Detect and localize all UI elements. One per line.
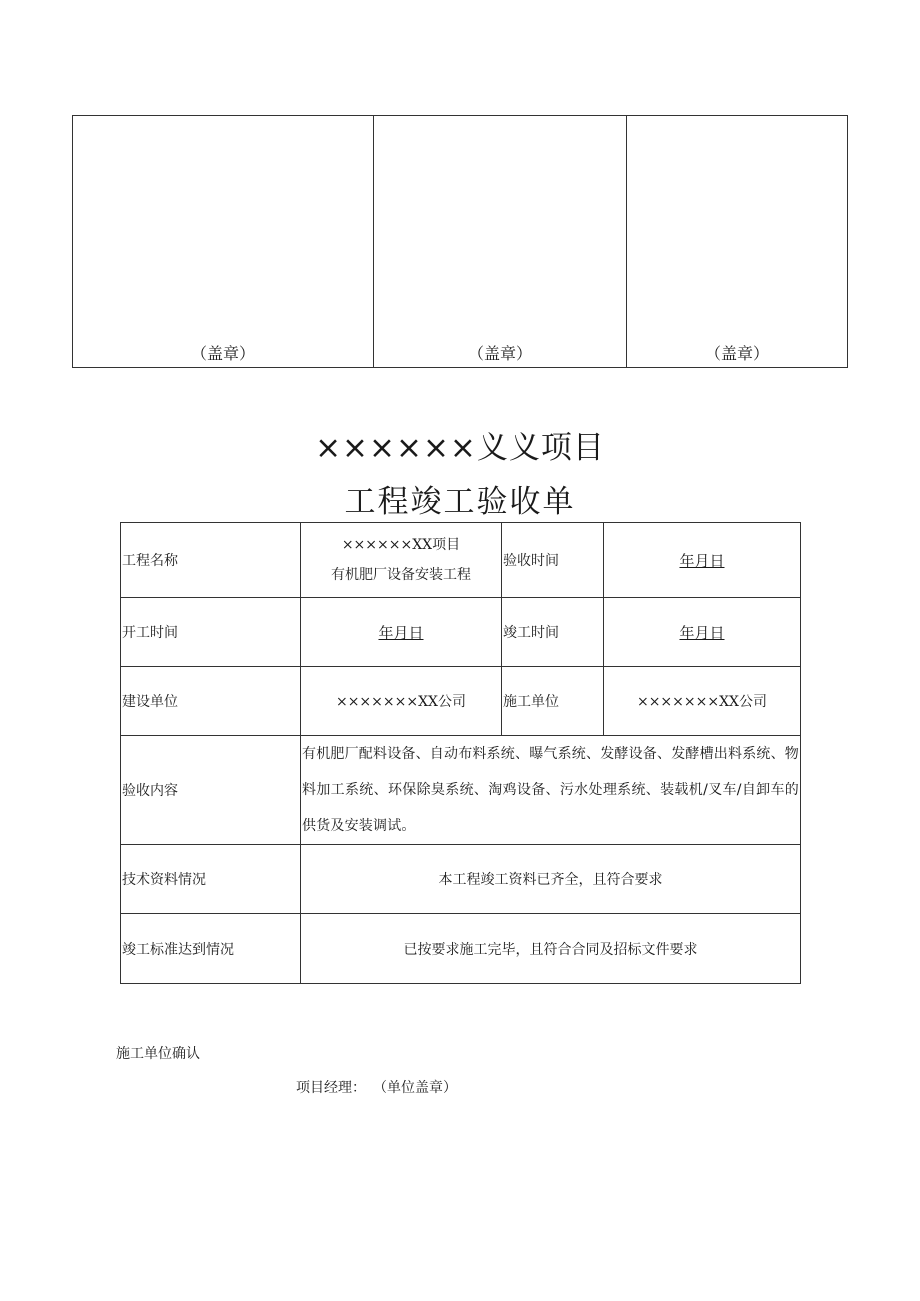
row-standard: [121, 914, 801, 984]
row-content: [121, 736, 801, 845]
tech-docs-label: 技术资料情况: [121, 845, 301, 914]
completion-time-value: 年月日: [679, 623, 725, 642]
project-name-cell: [301, 523, 502, 598]
row-tech-docs: [121, 845, 801, 914]
completion-time-cell: [604, 598, 801, 667]
acceptance-time-label: 验收时间: [502, 523, 604, 598]
seal-cell-3: （盖章）: [627, 116, 848, 368]
project-name-line1: ××××××XX项目: [341, 537, 461, 553]
standard-value: 已按要求施工完毕，且符合合同及招标文件要求: [301, 914, 801, 984]
document-title-form: 工程竣工验收单: [344, 484, 576, 520]
project-manager-label: 项目经理：: [296, 1080, 366, 1096]
start-time-value: 年月日: [378, 623, 424, 642]
completion-time-label: 竣工时间: [502, 598, 604, 667]
manager-signature-line: [296, 1077, 457, 1097]
document-title-project: ××××××义义项目: [315, 430, 605, 466]
row-units: [121, 667, 801, 736]
acceptance-form-table: [120, 522, 801, 984]
standard-label: 竣工标准达到情况: [121, 914, 301, 984]
row-start-time: [121, 598, 801, 667]
content-label: 验收内容: [121, 736, 301, 845]
project-name-label: 工程名称: [121, 523, 301, 598]
contractor-confirm-label: 施工单位确认: [116, 1046, 200, 1062]
contractor-label: 施工单位: [502, 667, 604, 736]
content-value: 有机肥厂配料设备、自动布料系统、曝气系统、发酵设备、发酵槽出料系统、物料加工系统、环保除臭系统、淘鸡设备、污水处理系统、装载机/叉车/自卸车的供货及安装调试。: [301, 736, 801, 845]
seal-table: [72, 115, 848, 368]
seal-cell-1: （盖章）: [73, 116, 374, 368]
start-time-label: 开工时间: [121, 598, 301, 667]
seal-cell-2: （盖章）: [374, 116, 627, 368]
acceptance-time-value: 年月日: [679, 551, 725, 570]
row-project-name: [121, 523, 801, 598]
acceptance-time-cell: [604, 523, 801, 598]
unit-seal-note: （单位盖章）: [380, 1080, 457, 1096]
owner-label: 建设单位: [121, 667, 301, 736]
owner-value: ×××××××XX公司: [301, 667, 502, 736]
contractor-value: ×××××××XX公司: [604, 667, 801, 736]
tech-docs-value: 本工程竣工资料已齐全，且符合要求: [301, 845, 801, 914]
start-time-cell: [301, 598, 502, 667]
project-name-line2: 有机肥厂设备安装工程: [331, 567, 471, 583]
